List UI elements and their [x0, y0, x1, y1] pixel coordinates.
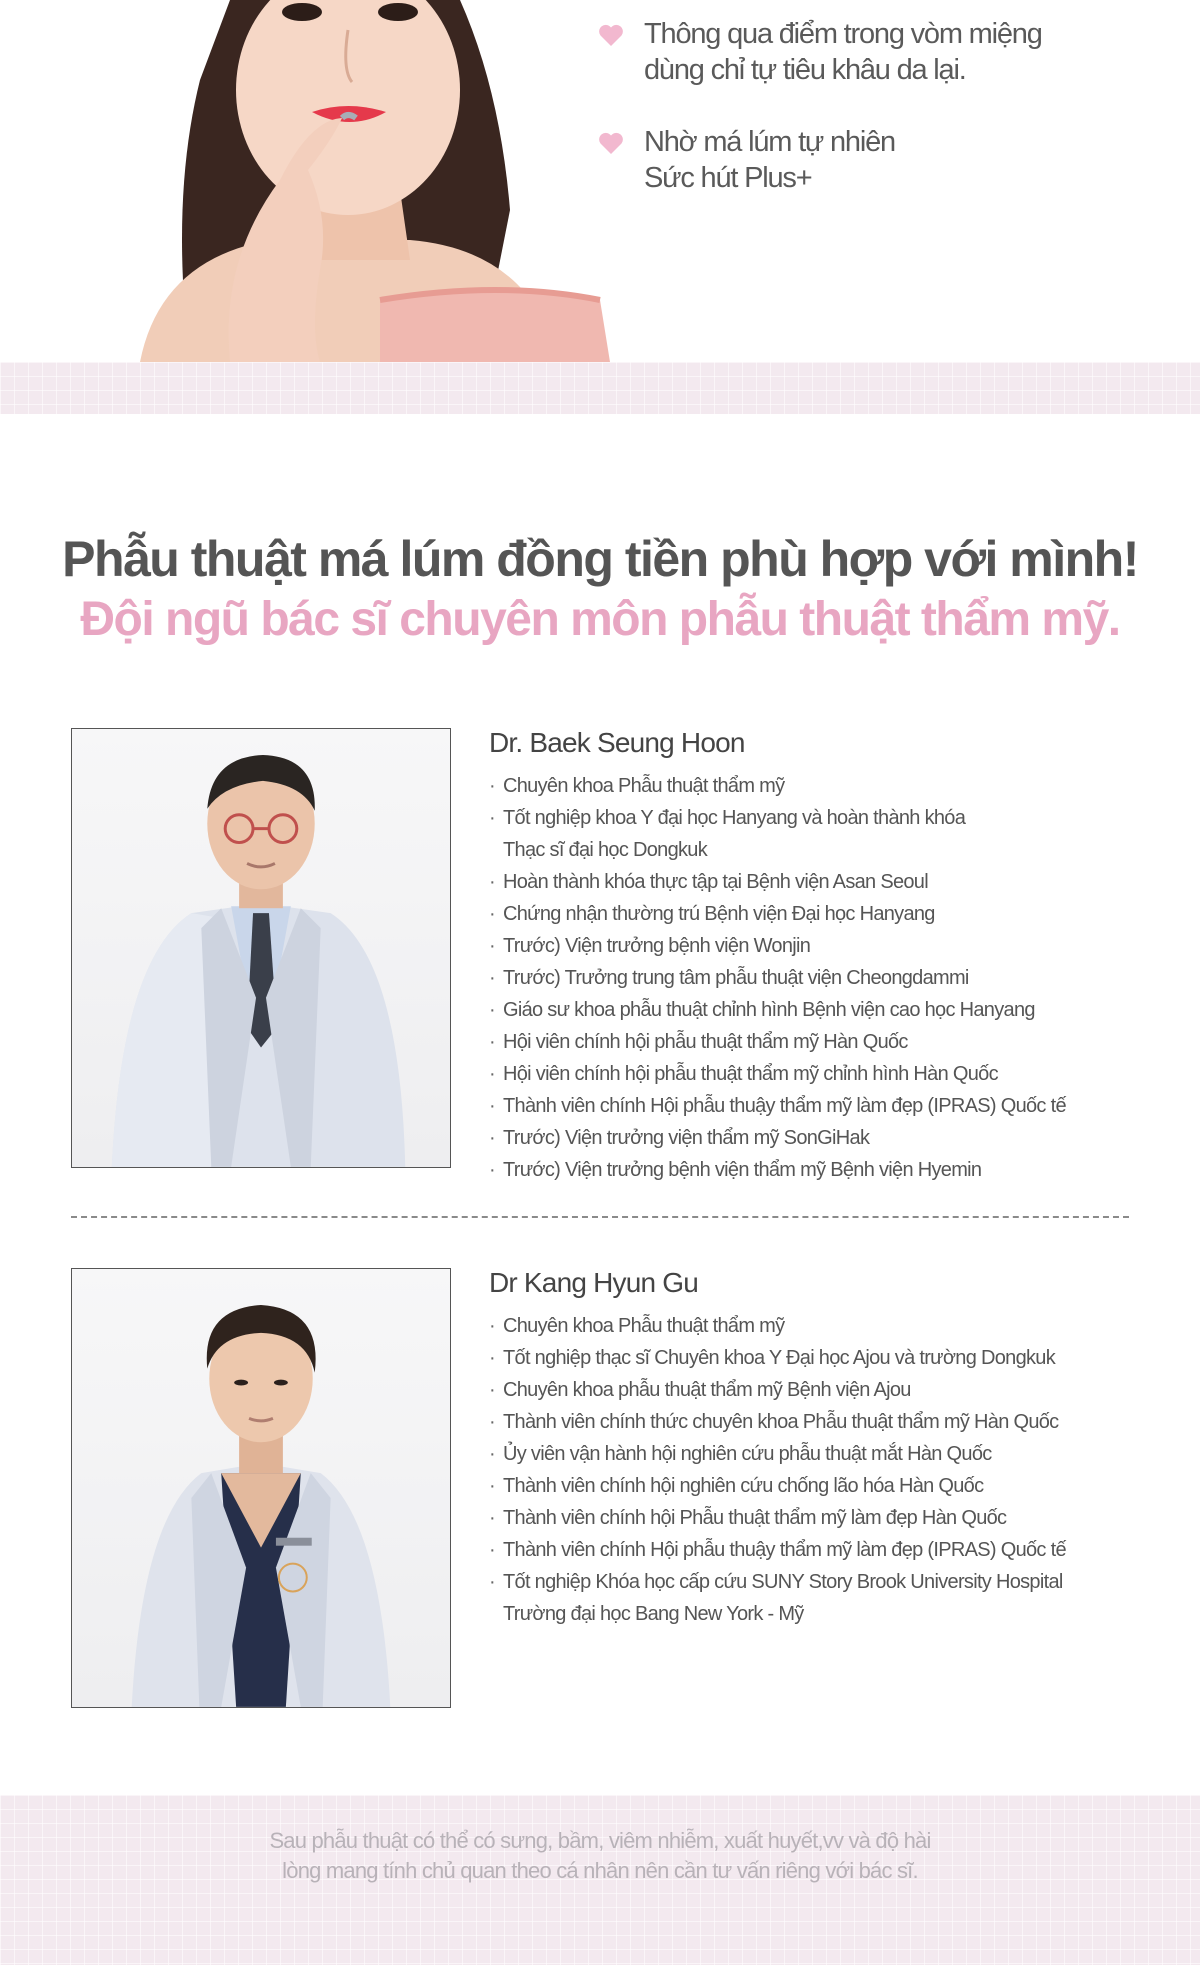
credential-item: · Giáo sư khoa phẫu thuật chỉnh hình Bệnh viện cao học Hanyang	[489, 994, 1149, 1026]
credential-item: · Trước) Viện trưởng bệnh viện thẩm mỹ Bệnh viện Hyemin	[489, 1154, 1149, 1186]
credential-item: · Hội viên chính hội phẫu thuật thẩm mỹ Hàn Quốc	[489, 1026, 1149, 1058]
feature-line: Sức hút Plus+	[644, 162, 812, 194]
credential-item: · Chứng nhận thường trú Bệnh viện Đại học Hanyang	[489, 898, 1149, 930]
credential-item: · Trước) Trưởng trung tâm phẫu thuật viện Cheongdammi	[489, 962, 1149, 994]
credential-item: · Hội viên chính hội phẫu thuật thẩm mỹ chỉnh hình Hàn Quốc	[489, 1058, 1149, 1090]
credential-item: Thạc sĩ đại học Dongkuk	[503, 839, 708, 861]
section-subtitle: Đội ngũ bác sĩ chuyên môn phẫu thuật thẩm mỹ.	[80, 593, 1120, 646]
credential-item: · Thành viên chính thức chuyên khoa Phẫu thuật thẩm mỹ Hàn Quốc	[489, 1406, 1149, 1438]
credential-list	[489, 770, 1149, 1186]
credential-item: · Ủy viên vận hành hội nghiên cứu phẫu thuật mắt Hàn Quốc	[489, 1438, 1149, 1470]
credential-item: · Tốt nghiệp khoa Y đại học Hanyang và hoàn thành khóa	[489, 802, 1149, 834]
credential-list	[489, 1310, 1149, 1630]
credential-item: Trường đại học Bang New York - Mỹ	[503, 1603, 804, 1625]
doctor-photo	[71, 1268, 451, 1708]
feature-text	[644, 124, 895, 196]
doctor-name: Dr Kang Hyun Gu	[489, 1267, 698, 1298]
doctor-card	[489, 722, 1149, 1186]
section-title: Phẫu thuật má lúm đồng tiền phù hợp với mình!	[62, 531, 1138, 587]
credential-item: · Thành viên chính hội Phẫu thuật thẩm mỹ làm đẹp Hàn Quốc	[489, 1502, 1149, 1534]
credential-item: · Tốt nghiệp thạc sĩ Chuyên khoa Y Đại học Ajou và trường Dongkuk	[489, 1342, 1149, 1374]
doctor-card	[489, 1262, 1149, 1630]
credential-item: · Tốt nghiệp Khóa học cấp cứu SUNY Story Brook University Hospital	[489, 1566, 1149, 1598]
doctor-name: Dr. Baek Seung Hoon	[489, 727, 745, 758]
credential-item: · Chuyên khoa phẫu thuật thẩm mỹ Bệnh viện Ajou	[489, 1374, 1149, 1406]
feature-item	[598, 124, 895, 196]
disclaimer-line: lòng mang tính chủ quan theo cá nhân nên cần tư vấn riêng với bác sĩ.	[282, 1858, 918, 1883]
pink-grid-band	[0, 362, 1200, 414]
credential-item: · Trước) Viện trưởng bệnh viện Wonjin	[489, 930, 1149, 962]
credential-item: · Chuyên khoa Phẫu thuật thẩm mỹ	[489, 1310, 1149, 1342]
disclaimer-note	[0, 1826, 1200, 1886]
credential-item: · Trước) Viện trưởng viện thẩm mỹ SonGiHak	[489, 1122, 1149, 1154]
dashed-divider	[71, 1216, 1129, 1218]
disclaimer-line: Sau phẫu thuật có thể có sưng, bầm, viêm nhiễm, xuất huyết,vv và độ hài	[269, 1828, 931, 1853]
feature-line: Thông qua điểm trong vòm miệng	[644, 18, 1042, 50]
feature-item	[598, 16, 1042, 88]
credential-item: · Hoàn thành khóa thực tập tại Bệnh viện Asan Seoul	[489, 866, 1149, 898]
model-portrait-image	[80, 0, 610, 362]
doctor-photo	[71, 728, 451, 1168]
heart-icon	[598, 16, 644, 47]
feature-line: dùng chỉ tự tiêu khâu da lại.	[644, 54, 966, 86]
credential-item: · Thành viên chính Hội phẫu thuậy thẩm mỹ làm đẹp (IPRAS) Quốc tế	[489, 1090, 1149, 1122]
hero-section	[0, 0, 1200, 362]
feature-text	[644, 16, 1042, 88]
credential-item: · Thành viên chính hội nghiên cứu chống lão hóa Hàn Quốc	[489, 1470, 1149, 1502]
credential-item: · Chuyên khoa Phẫu thuật thẩm mỹ	[489, 770, 1149, 802]
heart-icon	[598, 124, 644, 155]
credential-item: · Thành viên chính Hội phẫu thuậy thẩm mỹ làm đẹp (IPRAS) Quốc tế	[489, 1534, 1149, 1566]
feature-line: Nhờ má lúm tự nhiên	[644, 126, 895, 158]
